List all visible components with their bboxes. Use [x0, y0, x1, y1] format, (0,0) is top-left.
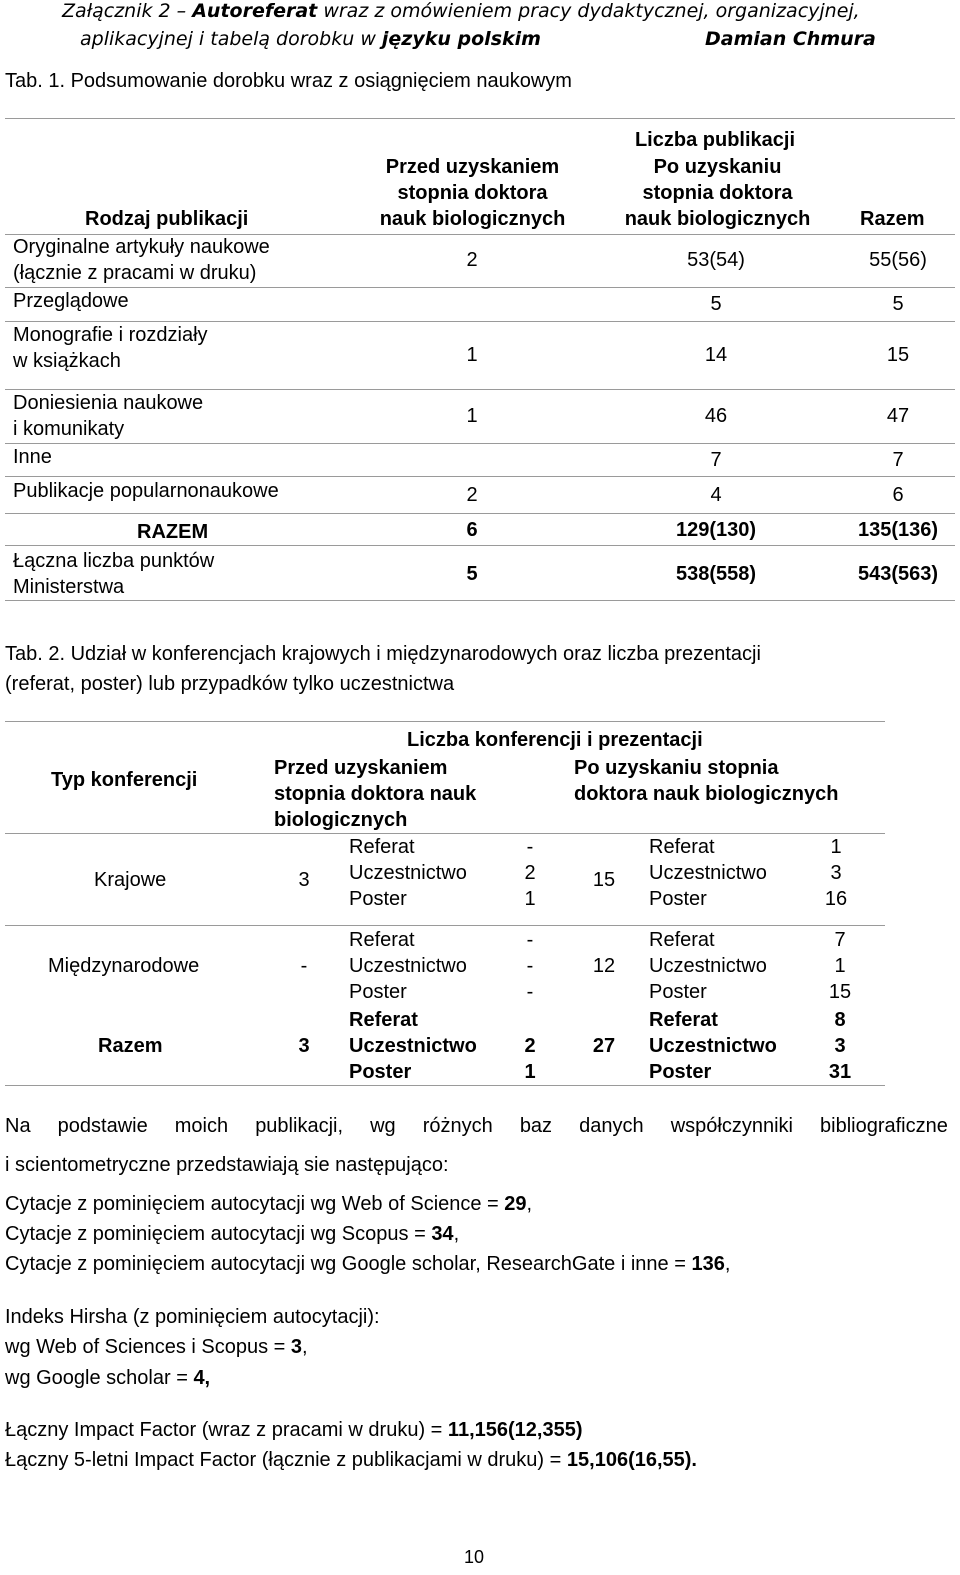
- punctuation: ,: [453, 1223, 460, 1245]
- table2-group-header: Liczba konferencji i prezentacji: [407, 729, 703, 751]
- cell-total: 135(136): [857, 519, 939, 541]
- cell-before: 2: [466, 484, 478, 506]
- punctuation: ,: [302, 1336, 308, 1358]
- cell-after: 538(558): [675, 563, 757, 585]
- hirsch-line: [5, 1365, 210, 1391]
- page-number: 10: [464, 1547, 485, 1567]
- after-count: 15: [592, 869, 616, 891]
- before-items: [349, 1007, 477, 1085]
- item-name: Referat: [349, 929, 415, 951]
- cell-after: 46: [704, 405, 728, 427]
- hirsch-value: 3: [290, 1336, 303, 1358]
- impact-line: [5, 1417, 582, 1443]
- item-value: 2: [524, 1035, 536, 1057]
- item-value: 7: [834, 929, 846, 951]
- citation-line: [5, 1251, 730, 1277]
- item-value: 1: [524, 1061, 536, 1083]
- row-label-line: (łącznie z pracami w druku): [13, 262, 257, 284]
- cell-total: 7: [892, 449, 904, 471]
- hirsch-label: wg Google scholar =: [5, 1367, 194, 1389]
- table2-caption: [5, 641, 761, 697]
- before-items: [349, 927, 467, 1005]
- item-name: Referat: [649, 1009, 718, 1031]
- header-line: Przed uzyskaniem: [274, 757, 448, 779]
- impact-value: 11,156(12,355): [447, 1419, 583, 1441]
- item-name: Poster: [349, 981, 407, 1003]
- citation-label: Cytacje z pominięciem autocytacji wg Scopus =: [5, 1223, 432, 1245]
- after-items: [649, 834, 767, 912]
- row-label-line: w książkach: [13, 350, 121, 372]
- row-label-line: Ministerstwa: [13, 576, 125, 598]
- hirsch-title: Indeks Hirsha (z pominięciem autocytacji):: [5, 1306, 380, 1328]
- header-line: Po uzyskaniu: [653, 156, 782, 178]
- before-count: 3: [298, 869, 310, 891]
- item-name: Uczestnictwo: [349, 955, 467, 977]
- header-line-1: [62, 0, 860, 22]
- header-text-bold: języku polskim: [381, 28, 541, 50]
- punctuation: ,: [526, 1193, 533, 1215]
- item-name: Referat: [649, 836, 715, 858]
- row-rule: [5, 925, 885, 926]
- cell-total: 55(56): [869, 249, 927, 271]
- impact-line: [5, 1447, 697, 1473]
- item-value: 31: [828, 1061, 852, 1083]
- before-values: [512, 927, 548, 1005]
- cell-total: 15: [886, 344, 910, 366]
- citation-label: Cytacje z pominięciem autocytacji wg Google scholar, ResearchGate i inne =: [5, 1253, 692, 1275]
- header-author: Damian Chmura: [705, 28, 876, 50]
- table-row-label: [13, 322, 208, 374]
- item-value: 15: [828, 981, 852, 1003]
- cell-before: 5: [466, 563, 478, 585]
- after-items: [649, 927, 767, 1005]
- cell-after: 7: [710, 449, 722, 471]
- cell-after: 14: [704, 344, 728, 366]
- citation-line: [5, 1191, 532, 1217]
- citation-value: 29: [504, 1193, 527, 1215]
- row-rule: [5, 287, 955, 288]
- after-values: [818, 927, 862, 1005]
- after-values: [818, 1007, 862, 1085]
- citation-value: 136: [691, 1253, 725, 1275]
- item-name: Uczestnictwo: [649, 955, 767, 977]
- item-name: Poster: [349, 1061, 412, 1083]
- word: różnych: [422, 1115, 493, 1137]
- table-row-label: Inne: [13, 446, 52, 468]
- row-label-line: Monografie i rozdziały: [13, 324, 208, 346]
- intro-paragraph-line-1: [5, 1113, 948, 1139]
- table1-col-total: Razem: [860, 208, 925, 230]
- row-label-line: i komunikaty: [13, 418, 125, 440]
- item-name: Uczestnictwo: [349, 862, 467, 884]
- word: bibliograficzne: [820, 1115, 948, 1137]
- intro-paragraph-line-2: i scientometryczne przedstawiają sie następująco:: [5, 1154, 449, 1176]
- cell-total: 5: [892, 293, 904, 315]
- header-line: nauk biologicznych: [379, 208, 566, 230]
- item-value: -: [526, 836, 534, 858]
- cell-after: 53(54): [687, 249, 745, 271]
- word: współczynniki: [670, 1115, 793, 1137]
- table-row-label: Przeglądowe: [13, 290, 129, 312]
- after-count: 27: [592, 1035, 616, 1057]
- item-name: Referat: [349, 836, 415, 858]
- cell-before: 1: [466, 344, 478, 366]
- word: Na: [5, 1115, 31, 1137]
- after-values: [814, 834, 858, 912]
- table1-col-after: [595, 154, 840, 232]
- word: danych: [579, 1115, 644, 1137]
- item-value: 8: [834, 1009, 846, 1031]
- punctuation: ,: [724, 1253, 731, 1275]
- before-values: [512, 1007, 548, 1085]
- conference-type: Międzynarodowe: [48, 955, 200, 977]
- impact-value: 15,106(16,55).: [566, 1449, 697, 1471]
- hirsch-line: [5, 1334, 308, 1360]
- header-line: doktora nauk biologicznych: [574, 783, 839, 805]
- cell-after: 129(130): [675, 519, 757, 541]
- table1-sum-label: RAZEM: [137, 521, 209, 543]
- before-count: -: [300, 955, 308, 977]
- before-values: [512, 834, 548, 912]
- table2-top-rule: [5, 721, 885, 722]
- conference-type: Krajowe: [94, 869, 167, 891]
- item-value: 3: [834, 1035, 846, 1057]
- item-name: Poster: [649, 888, 707, 910]
- after-items: [649, 1007, 777, 1085]
- item-name: Uczestnictwo: [649, 862, 767, 884]
- cell-before: 2: [466, 249, 478, 271]
- item-value: 16: [824, 888, 848, 910]
- header-line: biologicznych: [274, 809, 408, 831]
- table1-top-rule: [5, 118, 955, 119]
- row-label-line: Doniesienia naukowe: [13, 392, 204, 414]
- word: baz: [519, 1115, 553, 1137]
- row-rule: [5, 513, 955, 514]
- row-label-line: Oryginalne artykuły naukowe: [13, 236, 270, 258]
- item-name: Referat: [349, 1009, 418, 1031]
- header-text: aplikacyjnej i tabelą dorobku w: [80, 28, 382, 50]
- impact-label: Łączny 5-letni Impact Factor (łącznie z publikacjami w druku) =: [5, 1449, 567, 1471]
- impact-label: Łączny Impact Factor (wraz z pracami w druku) =: [5, 1419, 448, 1441]
- item-name: Uczestnictwo: [349, 1035, 477, 1057]
- header-text: Załącznik 2 –: [62, 0, 193, 22]
- header-text: wraz z omówieniem pracy dydaktycznej, organizacyjnej,: [317, 0, 860, 22]
- table-row-label: [13, 548, 214, 600]
- item-name: Referat: [649, 929, 715, 951]
- table2-col-type: Typ konferencji: [51, 769, 198, 791]
- word: moich: [174, 1115, 229, 1137]
- caption-line: Tab. 2. Udział w konferencjach krajowych i międzynarodowych oraz liczba prezentacji: [5, 643, 761, 665]
- before-items: [349, 834, 467, 912]
- table2-col-before: [274, 755, 476, 833]
- cell-total: 47: [886, 405, 910, 427]
- row-rule: [5, 443, 955, 444]
- cell-total: 6: [892, 484, 904, 506]
- header-line: stopnia doktora: [642, 182, 793, 204]
- table-row-label: [13, 390, 203, 442]
- word: publikacji,: [255, 1115, 344, 1137]
- citation-line: [5, 1221, 459, 1247]
- hirsch-label: wg Web of Sciences i Scopus =: [5, 1336, 291, 1358]
- item-name: Poster: [349, 888, 407, 910]
- word: podstawie: [57, 1115, 148, 1137]
- item-value: [512, 1007, 548, 1033]
- citation-label: Cytacje z pominięciem autocytacji wg Web of Science =: [5, 1193, 505, 1215]
- cell-total: 543(563): [857, 563, 939, 585]
- item-name: Poster: [649, 1061, 712, 1083]
- header-line: stopnia doktora: [397, 182, 548, 204]
- header-line: stopnia doktora nauk: [274, 783, 477, 805]
- cell-before: 1: [466, 405, 478, 427]
- item-value: 3: [830, 862, 842, 884]
- table1-col-type: Rodzaj publikacji: [85, 208, 249, 230]
- header-line: Po uzyskaniu stopnia: [574, 757, 779, 779]
- table2-col-after: [574, 755, 838, 807]
- table1-caption: Tab. 1. Podsumowanie dorobku wraz z osiągnięciem naukowym: [5, 70, 572, 92]
- word: wg: [370, 1115, 396, 1137]
- item-value: 1: [830, 836, 842, 858]
- cell-after: 4: [710, 484, 722, 506]
- conference-type: Razem: [98, 1035, 163, 1057]
- table2-bottom-rule: [5, 1085, 885, 1086]
- item-value: -: [526, 981, 534, 1003]
- item-value: -: [526, 955, 534, 977]
- table-row-label: Publikacje popularnonaukowe: [13, 480, 279, 502]
- header-line-2: [80, 28, 541, 50]
- item-value: -: [526, 929, 534, 951]
- caption-line: (referat, poster) lub przypadków tylko uczestnictwa: [5, 673, 455, 695]
- cell-before: 6: [466, 519, 478, 541]
- header-line: Przed uzyskaniem: [385, 156, 560, 178]
- hirsch-value: 4,: [193, 1367, 211, 1389]
- row-label-line: Łączna liczba punktów: [13, 550, 215, 572]
- item-name: Uczestnictwo: [649, 1035, 777, 1057]
- after-count: 12: [592, 955, 616, 977]
- item-value: 2: [524, 862, 536, 884]
- header-line: nauk biologicznych: [624, 208, 811, 230]
- table-row-label: [13, 234, 270, 286]
- row-rule: [5, 545, 955, 546]
- item-value: 1: [834, 955, 846, 977]
- table1-bottom-rule: [5, 600, 955, 601]
- header-text-bold: Autoreferat: [192, 0, 318, 22]
- before-count: 3: [298, 1035, 310, 1057]
- cell-after: 5: [710, 293, 722, 315]
- table1-col-before: [345, 154, 600, 232]
- item-value: 1: [524, 888, 536, 910]
- row-rule: [5, 476, 955, 477]
- citation-value: 34: [431, 1223, 454, 1245]
- item-name: Poster: [649, 981, 707, 1003]
- table1-group-header: Liczba publikacji: [634, 129, 796, 151]
